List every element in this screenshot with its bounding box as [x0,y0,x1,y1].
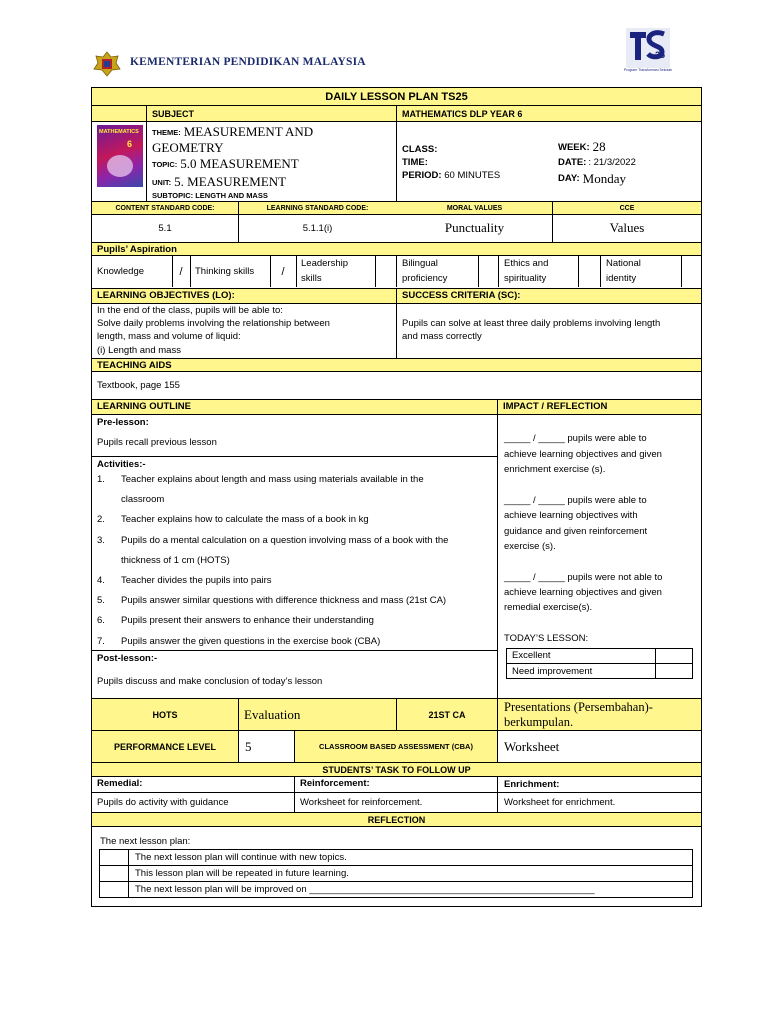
teaching-aids-value: Textbook, page 155 [97,380,180,391]
cba-label: CLASSROOM BASED ASSESSMENT (CBA) [319,742,473,751]
class-label: CLASS: [402,144,438,155]
pre-lesson-label: Pre-lesson: [97,417,149,428]
next-lesson-option-2: This lesson plan will be repeated in future learning. [135,868,349,879]
aspiration-knowledge-mark: / [179,265,183,278]
aspiration-bilingual-line1: Bilingual [402,258,438,269]
topic-label: TOPIC: [152,159,178,169]
activities-label: Activities:- [97,459,146,470]
aspiration-leadership-line2: skills [301,273,322,284]
activity-number: 1. [97,474,105,485]
subtopic-label: SUBTOPIC: [152,191,194,200]
learning-standard-label: LEARNING STANDARD CODE: [266,204,369,212]
aspiration-ethics-line1: Ethics and [504,258,549,269]
cce-label: CCE [619,204,635,212]
impact-block1-line2: achieve learning objectives and given [504,449,662,460]
impact-block3-line3: remedial exercise(s). [504,602,593,613]
lo-line-3: length, mass and volume of liquid: [97,331,241,342]
page-title: DAILY LESSON PLAN TS25 [92,88,701,106]
lesson-rating-need-improvement: Need improvement [512,666,593,677]
topic-value: 5.0 MEASUREMENT [180,156,299,171]
aspiration-leadership-line1: Leadership [301,258,349,269]
activity-text: Teacher explains about length and mass using materials available in the [121,474,424,485]
activity-text-continued: classroom [121,494,165,506]
21st-ca-value-line2: berkumpulan. [504,715,574,729]
activity-text: Pupils do a mental calculation on a question involving mass of a book with the [121,534,449,546]
performance-level-value: 5 [245,738,252,754]
reinforcement-value: Worksheet for reinforcement. [300,797,423,808]
reflection-label: REFLECTION [92,812,701,827]
learning-outline-label: LEARNING OUTLINE [97,401,191,412]
option1-checkbox[interactable] [100,850,128,865]
date-value: : 21/3/2022 [588,157,636,168]
book-cover-title: MATHEMATICS [99,129,139,135]
remedial-label: Remedial: [97,778,143,789]
cce-value: Values [609,220,645,235]
moral-values-label: MORAL VALUES [446,204,503,212]
period-label: PERIOD: [402,170,442,181]
week-value: 28 [592,139,606,154]
impact-block3-line1: _____ / _____ pupils were not able to [504,572,663,583]
aspiration-thinking-mark: / [281,265,285,278]
post-lesson-text: Pupils discuss and make conclusion of today’s lesson [97,676,323,687]
theme-value: MEASUREMENT AND [183,124,314,139]
content-standard-value: 5.1 [158,222,172,234]
learning-objectives-label: LEARNING OBJECTIVES (LO): [97,290,235,301]
students-task-label: STUDENTS’ TASK TO FOLLOW UP [92,762,701,777]
sc-line-2: and mass correctly [402,331,482,342]
activity-text: Teacher explains how to calculate the mass of a book in kg [121,514,369,526]
21st-ca-value-line1: Presentations (Persembahan)- [504,700,653,714]
activity-text: Pupils answer similar questions with difference thickness and mass (21st CA) [121,595,447,607]
ts25-logo [622,24,674,76]
lo-line-4: (i) Length and mass [97,345,181,356]
theme-label: THEME: [152,127,181,137]
time-label: TIME: [402,157,428,168]
subject-label: SUBJECT [152,109,195,119]
ts25-logo-number: 25 [655,50,666,60]
period-value: 60 MINUTES [444,170,501,181]
post-lesson-label: Post-lesson:- [97,653,158,664]
activity-number: 5. [97,595,105,607]
todays-lesson-label: TODAY’S LESSON: [504,633,589,644]
aspiration-knowledge: Knowledge [97,266,145,277]
teaching-aids-label: TEACHING AIDS [92,358,701,372]
lo-line-2: Solve daily problems involving the relationship between [97,318,330,329]
activity-text: Pupils answer the given questions in the exercise book (CBA) [121,635,381,647]
book-cover-year: 6 [127,139,133,149]
subtopic-value: LENGTH AND MASS [195,191,268,200]
ts25-logo-caption: Program Transformasi Sekolah [623,68,673,72]
day-value: Monday [582,170,626,186]
activity-number: 4. [97,575,105,586]
subject-value: MATHEMATICS DLP YEAR 6 [402,109,523,119]
aspiration-national-line1: National [606,258,641,269]
aspiration-bilingual-line2: proficiency [402,273,448,284]
moral-values-value: Punctuality [444,220,505,235]
ministry-name: KEMENTERIAN PENDIDIKAN MALAYSIA [130,56,366,68]
date-label: DATE: [558,157,587,168]
activity-number: 7. [97,635,105,647]
reinforcement-label: Reinforcement: [300,778,370,789]
pupils-aspiration-label: Pupils’ Aspiration [92,242,701,256]
activity-text: Pupils present their answers to enhance their understanding [121,615,374,627]
aspiration-thinking: Thinking skills [195,266,255,277]
impact-reflection-label: IMPACT / REFLECTION [503,401,608,412]
option2-checkbox[interactable] [100,866,128,881]
impact-block2-line1: _____ / _____ pupils were able to [504,495,647,506]
lo-line-1: In the end of the class, pupils will be able to: [97,305,283,316]
lesson-rating-excellent: Excellent [512,650,551,661]
impact-block2-line2: achieve learning objectives with [504,510,638,521]
hots-value: Evaluation [244,706,301,722]
activity-number: 3. [97,534,105,546]
impact-block1-line1: _____ / _____ pupils were able to [504,433,647,444]
performance-level-label: PERFORMANCE LEVEL [113,741,216,752]
learning-standard-value: 5.1.1(i) [302,222,333,234]
content-standard-label: CONTENT STANDARD CODE: [115,204,215,212]
textbook-cover-image [97,125,143,187]
impact-block2-line3: guidance and given reinforcement [504,526,648,537]
cba-value: Worksheet [504,738,560,754]
activity-text-continued: thickness of 1 cm (HOTS) [121,554,230,566]
enrichment-label: Enrichment: [504,779,560,790]
activity-number: 6. [97,615,105,627]
remedial-value: Pupils do activity with guidance [97,797,229,808]
option3-checkbox[interactable] [100,882,128,897]
excellent-checkbox[interactable] [656,649,692,662]
hots-label: HOTS [152,709,178,720]
activity-text: Teacher divides the pupils into pairs [121,575,272,586]
activity-number: 2. [97,514,105,526]
next-lesson-label: The next lesson plan: [100,836,191,847]
success-criteria-label: SUCCESS CRITERIA (SC): [402,290,521,301]
unit-label: UNIT: [152,177,172,187]
enrichment-value: Worksheet for enrichment. [504,797,616,808]
next-lesson-option-1: The next lesson plan will continue with new topics. [135,852,347,863]
sc-line-1: Pupils can solve at least three daily problems involving length [402,318,661,329]
ministry-crest-icon [92,50,122,78]
impact-block2-line4: exercise (s). [504,541,556,552]
pre-lesson-text: Pupils recall previous lesson [97,437,217,448]
next-lesson-option-3: The next lesson plan will be improved on ______________________________________________________ [135,884,595,895]
impact-block1-line3: enrichment exercise (s). [504,464,606,475]
day-label: DAY: [558,173,580,184]
aspiration-national-line2: identity [606,273,637,284]
need-improvement-checkbox[interactable] [656,664,692,678]
unit-value: 5. MEASUREMENT [174,174,287,189]
week-label: WEEK: [558,141,590,153]
aspiration-ethics-line2: spirituality [504,273,547,284]
21st-ca-label: 21ST CA [428,709,466,720]
theme-value-line2: GEOMETRY [152,140,224,155]
impact-block3-line2: achieve learning objectives and given [504,587,662,598]
